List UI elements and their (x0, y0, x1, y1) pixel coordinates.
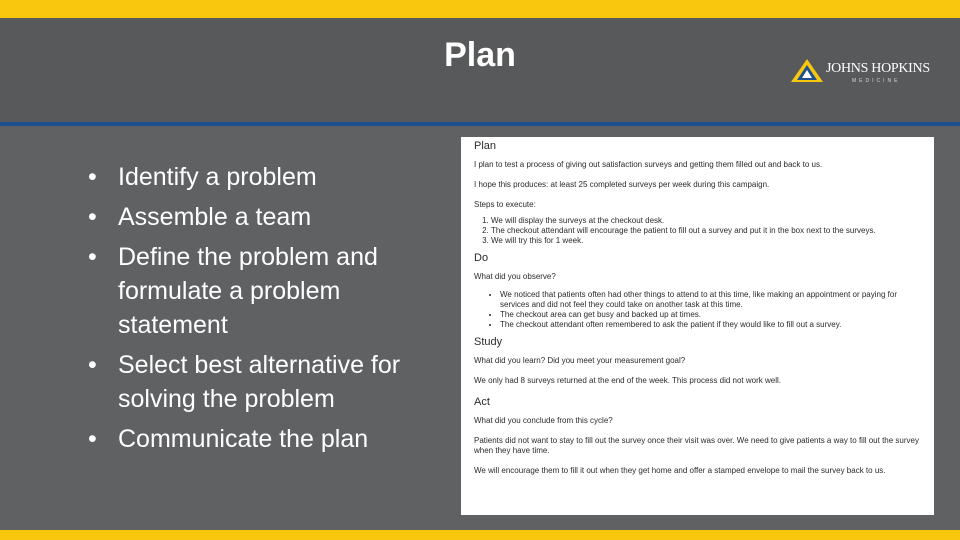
logo-subtitle: MEDICINE (852, 78, 901, 84)
bullet-icon: • (88, 243, 97, 271)
study-heading: Study (474, 336, 503, 348)
plan-goal-text: I hope this produces: at least 25 completed surveys per week during this campaign. (474, 180, 770, 189)
bullet-icon: • (88, 163, 97, 191)
list-item (88, 160, 448, 194)
plan-heading: Plan (474, 140, 497, 152)
pdsa-document-image (461, 137, 934, 515)
list-item: 2. The checkout attendant will encourage the patient to fill out a survey and put it in the box next to the surveys. (491, 226, 926, 236)
list-item: • We noticed that patients often had other things to attend to at this time, like making an appointment or paying for services and did not feel they could take on another task at this time. (500, 290, 926, 310)
bullet-icon: • (88, 351, 97, 379)
bullet-icon: • (88, 425, 97, 453)
list-item (88, 422, 448, 456)
bullet-text: Define the problem and formulate a problem statement (118, 243, 378, 339)
act-answer: Patients did not want to stay to fill out the survey once their visit was over. We need to give patients a way to fill out the survey when they have time. (474, 436, 919, 455)
list-item (88, 348, 448, 416)
list-item: 3. We will try this for 1 week. (491, 236, 926, 246)
bullet-list (88, 160, 448, 462)
do-heading: Do (474, 252, 489, 264)
top-accent-bar (0, 0, 960, 18)
slide-title: Plan (444, 36, 516, 74)
steps-list (474, 216, 926, 246)
steps-label: Steps to execute: (474, 200, 536, 209)
act-answer-followup: We will encourage them to fill it out when they get home and offer a stamped envelope to mail the survey back to us. (474, 466, 886, 475)
act-question: What did you conclude from this cycle? (474, 416, 613, 425)
logo-name: JOHNS HOPKINS (826, 61, 930, 76)
shield-icon (790, 58, 824, 84)
johns-hopkins-logo (790, 58, 940, 88)
list-item: 1. We will display the surveys at the checkout desk. (491, 216, 926, 226)
bullet-text: Assemble a team (118, 203, 312, 231)
bullet-text: Identify a problem (118, 163, 317, 191)
bullet-icon: • (88, 203, 97, 231)
bullet-text: Select best alternative for solving the problem (118, 351, 401, 413)
list-item: • The checkout area can get busy and backed up at times. (500, 310, 926, 320)
header-divider (0, 122, 960, 126)
list-item (88, 200, 448, 234)
observations-list (474, 290, 926, 330)
list-item (88, 240, 448, 342)
bottom-accent-bar (0, 530, 960, 540)
list-item: • The checkout attendant often remembered to ask the patient if they would like to fill out a survey. (500, 320, 926, 330)
do-question: What did you observe? (474, 272, 556, 281)
act-heading: Act (474, 396, 490, 408)
study-question: What did you learn? Did you meet your measurement goal? (474, 356, 686, 365)
study-answer: We only had 8 surveys returned at the end of the week. This process did not work well. (474, 376, 781, 385)
bullet-text: Communicate the plan (118, 425, 369, 453)
plan-text: I plan to test a process of giving out satisfaction surveys and getting them filled out and back to us. (474, 160, 823, 169)
